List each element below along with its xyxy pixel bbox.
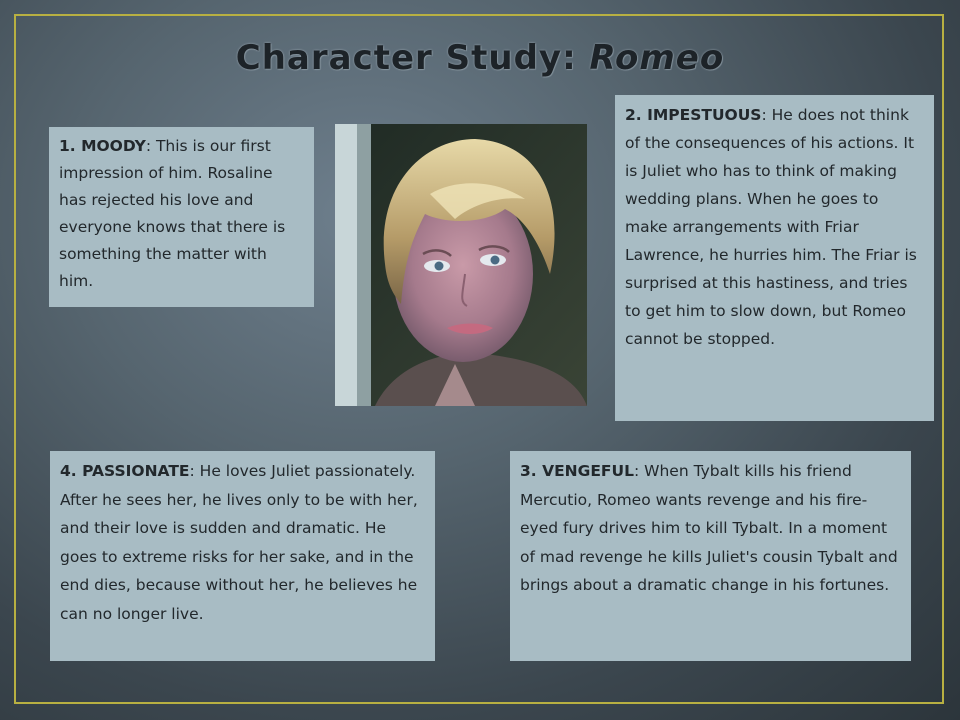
title-name: Romeo <box>589 38 725 78</box>
trait-text-vengeful: : When Tybalt kills his friend Mercutio, Romeo wants revenge and his fire-eyed fury drives him to kill Tybalt. In a moment of mad revenge he kills Juliet's cousin Tybalt and brings about a dramatic change in his fortunes. <box>520 462 898 594</box>
trait-label-impetuous: 2. IMPESTUOUS <box>625 106 762 124</box>
trait-box-impetuous <box>615 95 934 421</box>
trait-text-moody: : This is our first impression of him. Rosaline has rejected his love and everyone knows that there is something the matter with him. <box>59 137 286 290</box>
trait-label-vengeful: 3. VENGEFUL <box>520 462 634 480</box>
trait-label-moody: 1. MOODY <box>59 137 146 155</box>
slide-title <box>0 38 960 78</box>
trait-box-moody <box>49 127 314 307</box>
trait-box-vengeful <box>510 451 911 661</box>
title-prefix: Character Study: <box>235 38 590 78</box>
trait-label-passionate: 4. PASSIONATE <box>60 462 190 480</box>
trait-text-impetuous: : He does not think of the consequences of his actions. It is Juliet who has to think of making wedding plans. When he goes to make arrangements with Friar Lawrence, he hurries him. The Friar is surprised at this hastiness, and tries to get him to slow down, but Romeo cannot be stopped. <box>625 106 917 348</box>
romeo-portrait-image <box>335 124 587 406</box>
trait-box-passionate <box>50 451 435 661</box>
trait-text-passionate: : He loves Juliet passionately. After he sees her, he lives only to be with her, and their love is sudden and dramatic. He goes to extreme risks for her sake, and in the end dies, because without her, he believes he can no longer live. <box>60 462 418 623</box>
